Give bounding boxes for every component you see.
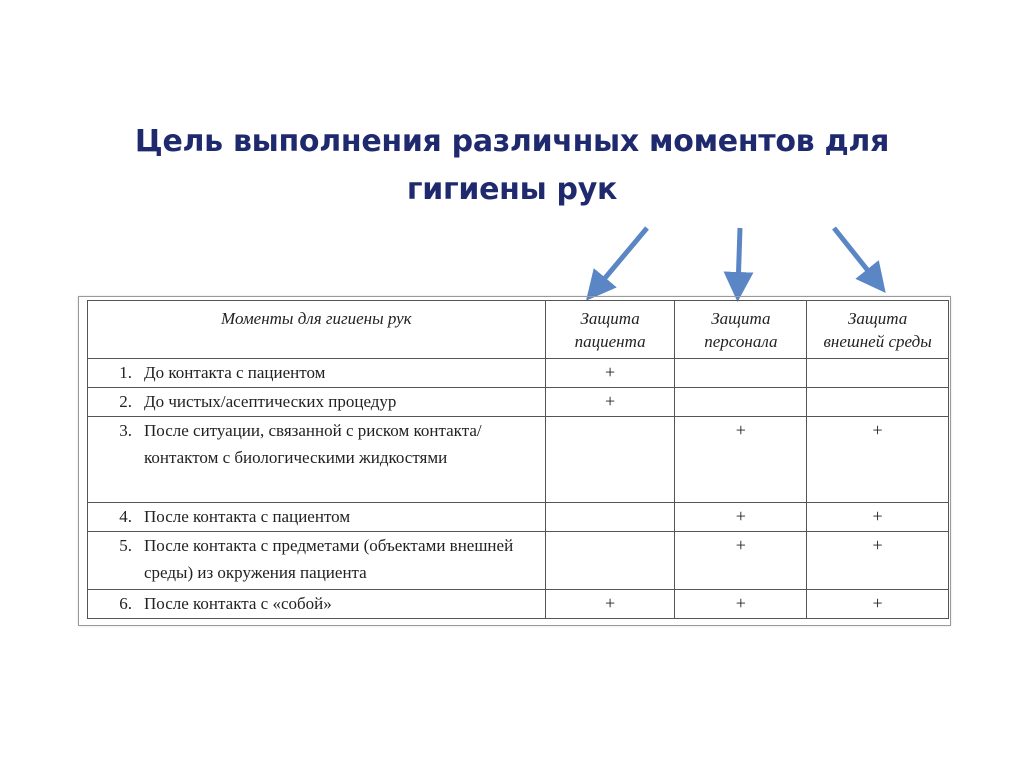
row-moment xyxy=(88,532,546,590)
mark-patient xyxy=(545,359,675,388)
mark-patient xyxy=(545,503,675,532)
header-environment xyxy=(807,301,949,359)
row-text: После контакта с предметами (объектами внешней среды) из окружения пациента xyxy=(144,536,514,582)
row-moment xyxy=(88,590,546,619)
header-staff xyxy=(675,301,807,359)
plus-mark: + xyxy=(872,506,883,526)
row-moment xyxy=(88,417,546,503)
table-row xyxy=(88,388,949,417)
mark-staff xyxy=(675,503,807,532)
mark-staff xyxy=(675,359,807,388)
row-number: 4. xyxy=(119,507,132,526)
mark-environment xyxy=(807,359,949,388)
plus-mark: + xyxy=(735,506,746,526)
plus-mark: + xyxy=(605,362,616,382)
row-text: До контакта с пациентом xyxy=(144,363,326,382)
row-number: 3. xyxy=(119,421,132,440)
plus-mark: + xyxy=(872,535,883,555)
slide-title-line-1: Цель выполнения различных моментов для xyxy=(134,124,890,159)
row-text: После контакта с «собой» xyxy=(144,594,332,613)
plus-mark: + xyxy=(735,420,746,440)
mark-environment xyxy=(807,388,949,417)
slide-title-line-2: гигиены рук xyxy=(406,172,618,207)
header-patient-line-2: пациента xyxy=(574,332,646,351)
row-number: 1. xyxy=(119,363,132,382)
mark-environment xyxy=(807,417,949,503)
header-staff-line-2: персонала xyxy=(704,332,778,351)
table-row xyxy=(88,417,949,503)
row-moment xyxy=(88,503,546,532)
row-moment xyxy=(88,388,546,417)
plus-mark: + xyxy=(735,593,746,613)
table-row xyxy=(88,503,949,532)
header-moments xyxy=(88,301,546,359)
mark-patient xyxy=(545,388,675,417)
row-number: 6. xyxy=(119,594,132,613)
hand-hygiene-table xyxy=(87,300,949,619)
header-patient xyxy=(545,301,675,359)
mark-patient xyxy=(545,590,675,619)
plus-mark: + xyxy=(872,420,883,440)
header-moments-label: Моменты для гигиены рук xyxy=(221,309,412,328)
header-environment-line-1: Защита xyxy=(848,309,908,328)
table-row xyxy=(88,590,949,619)
slide-title xyxy=(60,118,964,214)
mark-environment xyxy=(807,590,949,619)
row-text: После контакта с пациентом xyxy=(144,507,351,526)
table-row xyxy=(88,359,949,388)
arrow-down-icon xyxy=(738,228,740,288)
mark-staff xyxy=(675,532,807,590)
table-header-row xyxy=(88,301,949,359)
row-number: 2. xyxy=(119,392,132,411)
row-moment xyxy=(88,359,546,388)
mark-staff xyxy=(675,417,807,503)
header-environment-line-2: внешней среды xyxy=(823,332,932,351)
row-text: До чистых/асептических процедур xyxy=(144,392,397,411)
header-staff-line-1: Защита xyxy=(711,309,771,328)
plus-mark: + xyxy=(605,593,616,613)
table-row xyxy=(88,532,949,590)
plus-mark: + xyxy=(605,391,616,411)
header-patient-line-1: Защита xyxy=(580,309,640,328)
arrow-down-right-icon xyxy=(834,228,877,282)
plus-mark: + xyxy=(872,593,883,613)
plus-mark: + xyxy=(735,535,746,555)
mark-staff xyxy=(675,590,807,619)
mark-environment xyxy=(807,532,949,590)
row-number: 5. xyxy=(119,536,132,555)
arrow-down-left-icon xyxy=(595,228,647,290)
mark-staff xyxy=(675,388,807,417)
mark-environment xyxy=(807,503,949,532)
mark-patient xyxy=(545,532,675,590)
row-text: После ситуации, связанной с риском контакта/контактом с биологическими жидкостями xyxy=(144,421,482,467)
mark-patient xyxy=(545,417,675,503)
